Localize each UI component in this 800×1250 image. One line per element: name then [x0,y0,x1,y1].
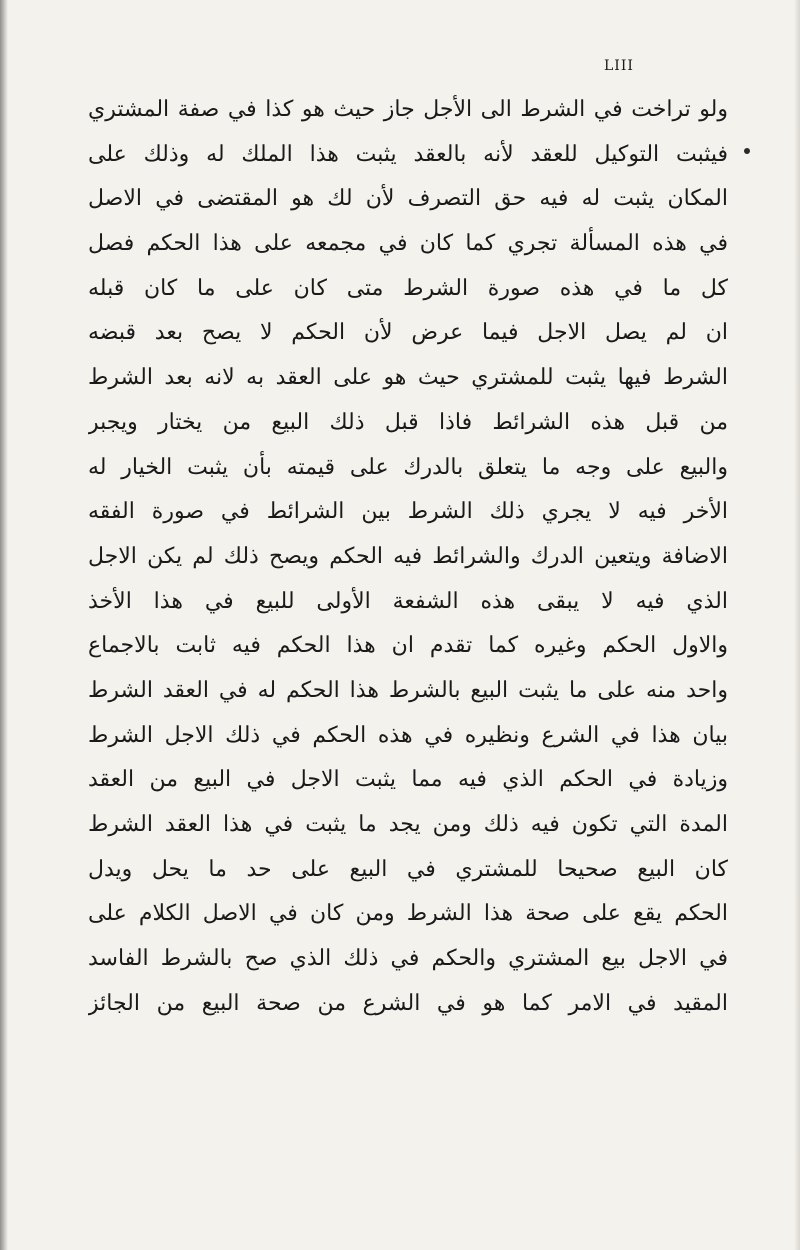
body-text [88,88,728,1026]
text-line: الأخر فيه لا يجري ذلك الشرط بين الشرائط في صورة الفقه [88,499,728,525]
page-edge [794,0,800,1250]
text-line: كان البيع صحيحا للمشتري في البيع على حد ما يحل ويدل [88,856,728,882]
text-line: المقيد في الامر كما هو في الشرع من صحة البيع من الجائز [88,990,728,1016]
text-line: وزيادة في الحكم الذي فيه مما يثبت الاجل في البيع من العقد [88,767,728,793]
text-line: المدة التي تكون فيه ذلك ومن يجد ما يثبت في هذا العقد الشرط [88,812,728,837]
text-line: في هذه المسألة تجري كما كان في مجمعه على هذا الحكم فصل [88,231,728,257]
text-line: من قبل هذه الشرائط فاذا قبل ذلك البيع من يختار ويجبر [88,409,728,435]
page-spine-shadow [0,0,8,1250]
text-line: كل ما في هذه صورة الشرط متى كان على ما كان قبله [88,275,728,301]
text-line: بيان هذا في الشرع ونظيره في هذه الحكم في ذلك الاجل الشرط [88,722,728,748]
text-line: الاضافة ويتعين الدرك والشرائط فيه الحكم ويصح ذلك لم يكن الاجل [88,543,728,569]
text-line: المكان يثبت له فيه حق التصرف لأن لك هو المقتضى في الاصل [88,186,728,212]
text-line: واحد منه على ما يثبت البيع بالشرط هذا الحكم له في العقد الشرط [88,677,728,703]
text-line: في الاجل بيع المشتري والحكم في ذلك الذي صح بالشرط الفاسد [88,946,728,972]
text-line: الحكم يقع على صحة هذا الشرط ومن كان في الاصل الكلام على [88,901,728,927]
text-line: الذي فيه لا يبقى هذه الشفعة الأولى للبيع في هذا الأخذ [88,588,728,614]
text-line: الشرط فيها يثبت للمشتري حيث هو على العقد به لانه بعد الشرط [88,365,728,391]
margin-dot [744,148,750,154]
text-line: فيثبت التوكيل للعقد لأنه بالعقد يثبت هذا الملك له وذلك على [88,141,728,167]
text-line: ولو تراخت في الشرط الى الأجل جاز حيث هو كذا في صفة المشتري [88,97,728,122]
text-line: ان لم يصل الاجل فيما عرض لأن الحكم لا يصح بعد قبضه [88,320,728,346]
text-line: والبيع على وجه ما يتعلق بالدرك على قيمته بأن يثبت الخيار له [88,454,728,480]
page-number: LIII [604,58,634,74]
text-line: والاول الحكم وغيره كما تقدم ان هذا الحكم فيه ثابت بالاجماع [88,633,728,659]
